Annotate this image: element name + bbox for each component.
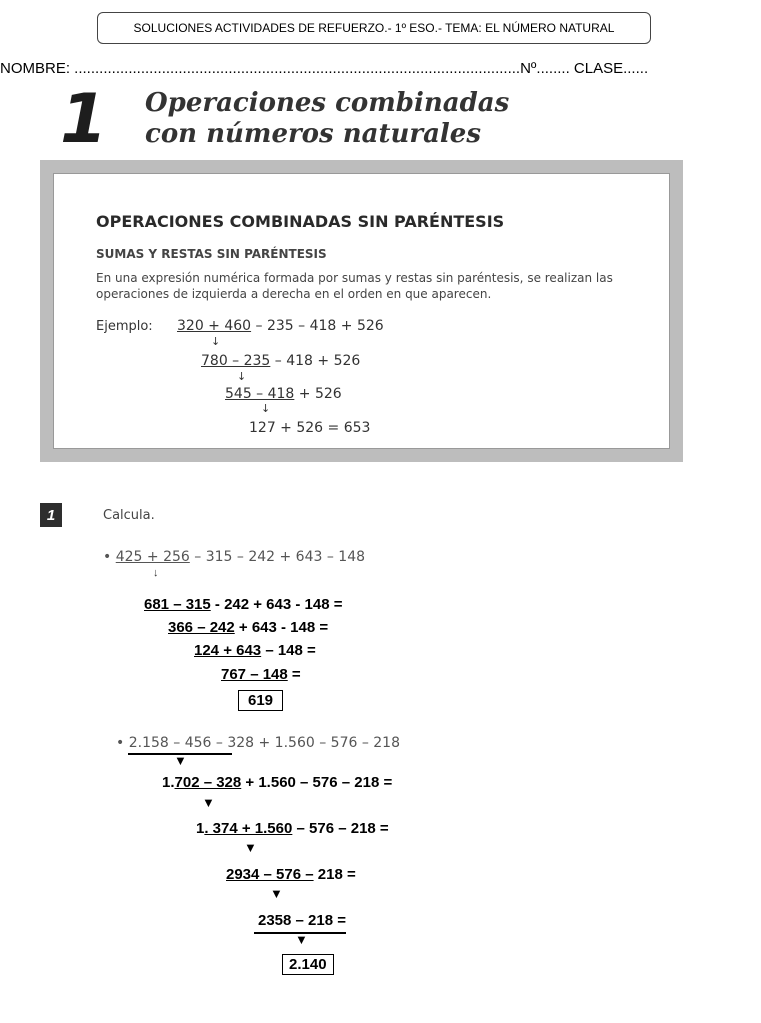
step-underlined: 2358 – 218 = [258, 912, 347, 929]
example-step-rest: + 526 [294, 386, 342, 402]
arrow-down-icon: ↓ [261, 402, 271, 415]
problem2-statement-rest: 328 + 1.560 – 576 – 218 [222, 735, 401, 751]
arrow-down-icon: ↓ [153, 567, 159, 579]
example-label: Ejemplo: [96, 319, 153, 334]
problem1-step [194, 642, 316, 659]
example-step [201, 353, 360, 369]
bullet: • [103, 549, 112, 565]
step-rest: 218 = [313, 866, 356, 883]
step-underlined: 366 – 242 [168, 619, 235, 636]
unit-title-line1: Operaciones combinadas [145, 88, 510, 118]
name-line: NOMBRE: ...........................................................................................................Nº........ CLASE...... [0, 60, 649, 77]
example-step [225, 386, 342, 402]
step-rest: + 643 - 148 = [234, 619, 329, 636]
problem2-step [226, 866, 356, 883]
step-rest: – 148 = [261, 642, 316, 659]
example-step-underlined: 780 – 235 [201, 353, 271, 369]
arrow-down-icon: ▼ [270, 886, 283, 901]
step-rest: – 576 – 218 = [292, 820, 389, 837]
example-step-rest: – 418 + 526 [270, 353, 361, 369]
arrow-down-icon: ↓ [211, 335, 221, 348]
arrow-down-icon: ▼ [295, 932, 308, 947]
example-step-underlined: 545 – 418 [225, 386, 295, 402]
step-prefix: 1 [196, 820, 205, 837]
problem1-statement-rest: – 315 – 242 + 643 – 148 [189, 549, 366, 565]
unit-number: 1 [60, 80, 104, 159]
example-step [249, 420, 370, 436]
theory-box [40, 160, 683, 462]
step-underlined: 2934 – 576 – [226, 866, 314, 883]
step-underlined: 702 – 328 [174, 774, 242, 791]
worksheet-title: SOLUCIONES ACTIVIDADES DE REFUERZO.- 1º ESO.- TEMA: EL NÚMERO NATURAL [133, 21, 615, 35]
bullet: • [116, 735, 125, 751]
problem1-step [221, 666, 301, 683]
problem2-result: 2.140 [282, 954, 334, 975]
step-rest: = [287, 666, 301, 683]
theory-paragraph-line2: operaciones de izquierda a derecha en el orden en que aparecen. [96, 287, 492, 301]
theory-paragraph-line1: En una expresión numérica formada por sumas y restas sin paréntesis, se realizan las [96, 271, 613, 285]
problem2-step [162, 774, 392, 791]
step-rest: - 242 + 643 - 148 = [210, 596, 343, 613]
example-step [177, 318, 384, 334]
problem2-step [196, 820, 389, 837]
problem2-statement-part-a: 2.158 – 456 – [128, 735, 223, 751]
exercise-instruction: Calcula. [103, 508, 155, 523]
problem1-result: 619 [238, 690, 283, 711]
step-underlined: 681 – 315 [144, 596, 211, 613]
theory-subheading: SUMAS Y RESTAS SIN PARÉNTESIS [96, 247, 327, 261]
step-underlined: 767 – 148 [221, 666, 288, 683]
step-rest: + 1.560 – 576 – 218 = [241, 774, 393, 791]
theory-paragraph [96, 270, 676, 302]
problem2-statement [116, 735, 400, 751]
exercise-number-badge: 1 [40, 503, 62, 527]
unit-title [145, 88, 509, 150]
problem1-step [144, 596, 343, 613]
arrow-down-icon: ▼ [244, 840, 257, 855]
problem1-statement-underlined: 425 + 256 [115, 549, 190, 565]
theory-heading: OPERACIONES COMBINADAS SIN PARÉNTESIS [96, 212, 505, 231]
step-underlined: 124 + 643 [194, 642, 262, 659]
theory-box-inner [53, 173, 670, 449]
problem1-statement [103, 549, 365, 565]
problem1-step [168, 619, 328, 636]
arrow-down-icon: ▼ [202, 795, 215, 810]
arrow-down-icon: ↓ [237, 370, 247, 383]
example-step-rest: 127 + 526 = 653 [249, 420, 371, 436]
example-step-underlined: 320 + 460 [177, 318, 252, 334]
problem2-step [258, 912, 346, 929]
step-prefix: 1. [162, 774, 175, 791]
arrow-down-icon: ▼ [174, 753, 187, 768]
step-underlined: . 374 + 1.560 [204, 820, 293, 837]
example-step-rest: – 235 – 418 + 526 [251, 318, 384, 334]
worksheet-header [97, 12, 651, 44]
unit-title-line2: con números naturales [145, 119, 481, 149]
